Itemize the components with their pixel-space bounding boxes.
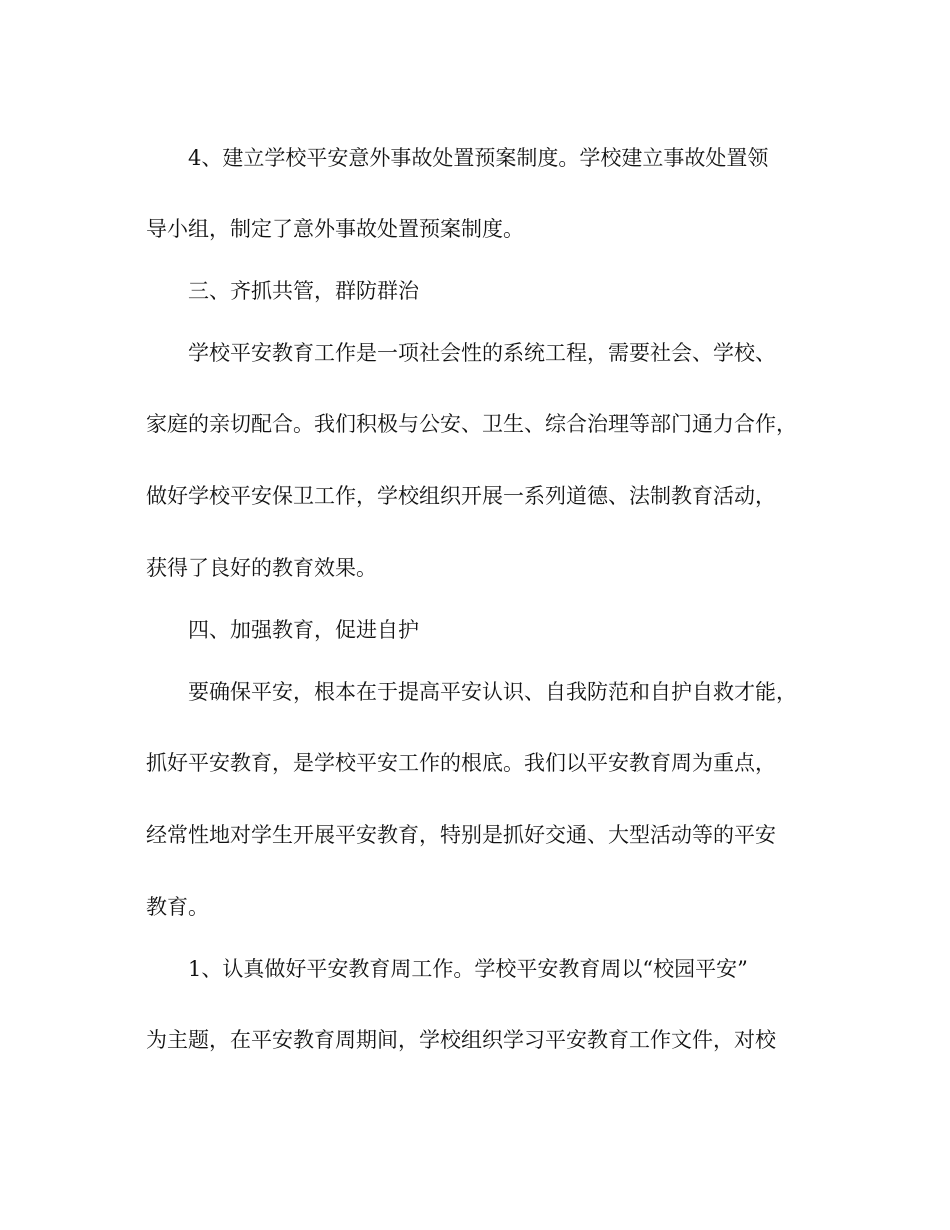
paragraph-line: 抓好平安教育，是学校平安工作的根底。我们以平安教育周为重点， <box>146 751 776 775</box>
paragraph-line: 4、建立学校平安意外事故处置预案制度。学校建立事故处置领 <box>188 146 769 170</box>
paragraph-line: 获得了良好的教育效果。 <box>146 556 377 580</box>
section-heading: 四、加强教育，促进自护 <box>188 618 419 642</box>
paragraph-line: 家庭的亲切配合。我们积极与公安、卫生、综合治理等部门通力合作， <box>146 412 797 436</box>
paragraph-line: 1、认真做好平安教育周工作。学校平安教育周以“校园平安” <box>188 957 748 981</box>
section-heading: 三、齐抓共管，群防群治 <box>188 279 419 303</box>
paragraph-line: 导小组，制定了意外事故处置预案制度。 <box>146 217 524 241</box>
paragraph-line: 要确保平安，根本在于提高平安认识、自我防范和自护自救才能， <box>188 680 797 704</box>
paragraph-line: 做好学校平安保卫工作，学校组织开展一系列道德、法制教育活动， <box>146 484 776 508</box>
paragraph-line: 学校平安教育工作是一项社会性的系统工程，需要社会、学校、 <box>188 341 776 365</box>
paragraph-line: 经常性地对学生开展平安教育，特别是抓好交通、大型活动等的平安 <box>146 823 776 847</box>
paragraph-line: 为主题，在平安教育周期间，学校组织学习平安教育工作文件，对校 <box>146 1028 776 1052</box>
paragraph-line: 教育。 <box>146 895 209 919</box>
